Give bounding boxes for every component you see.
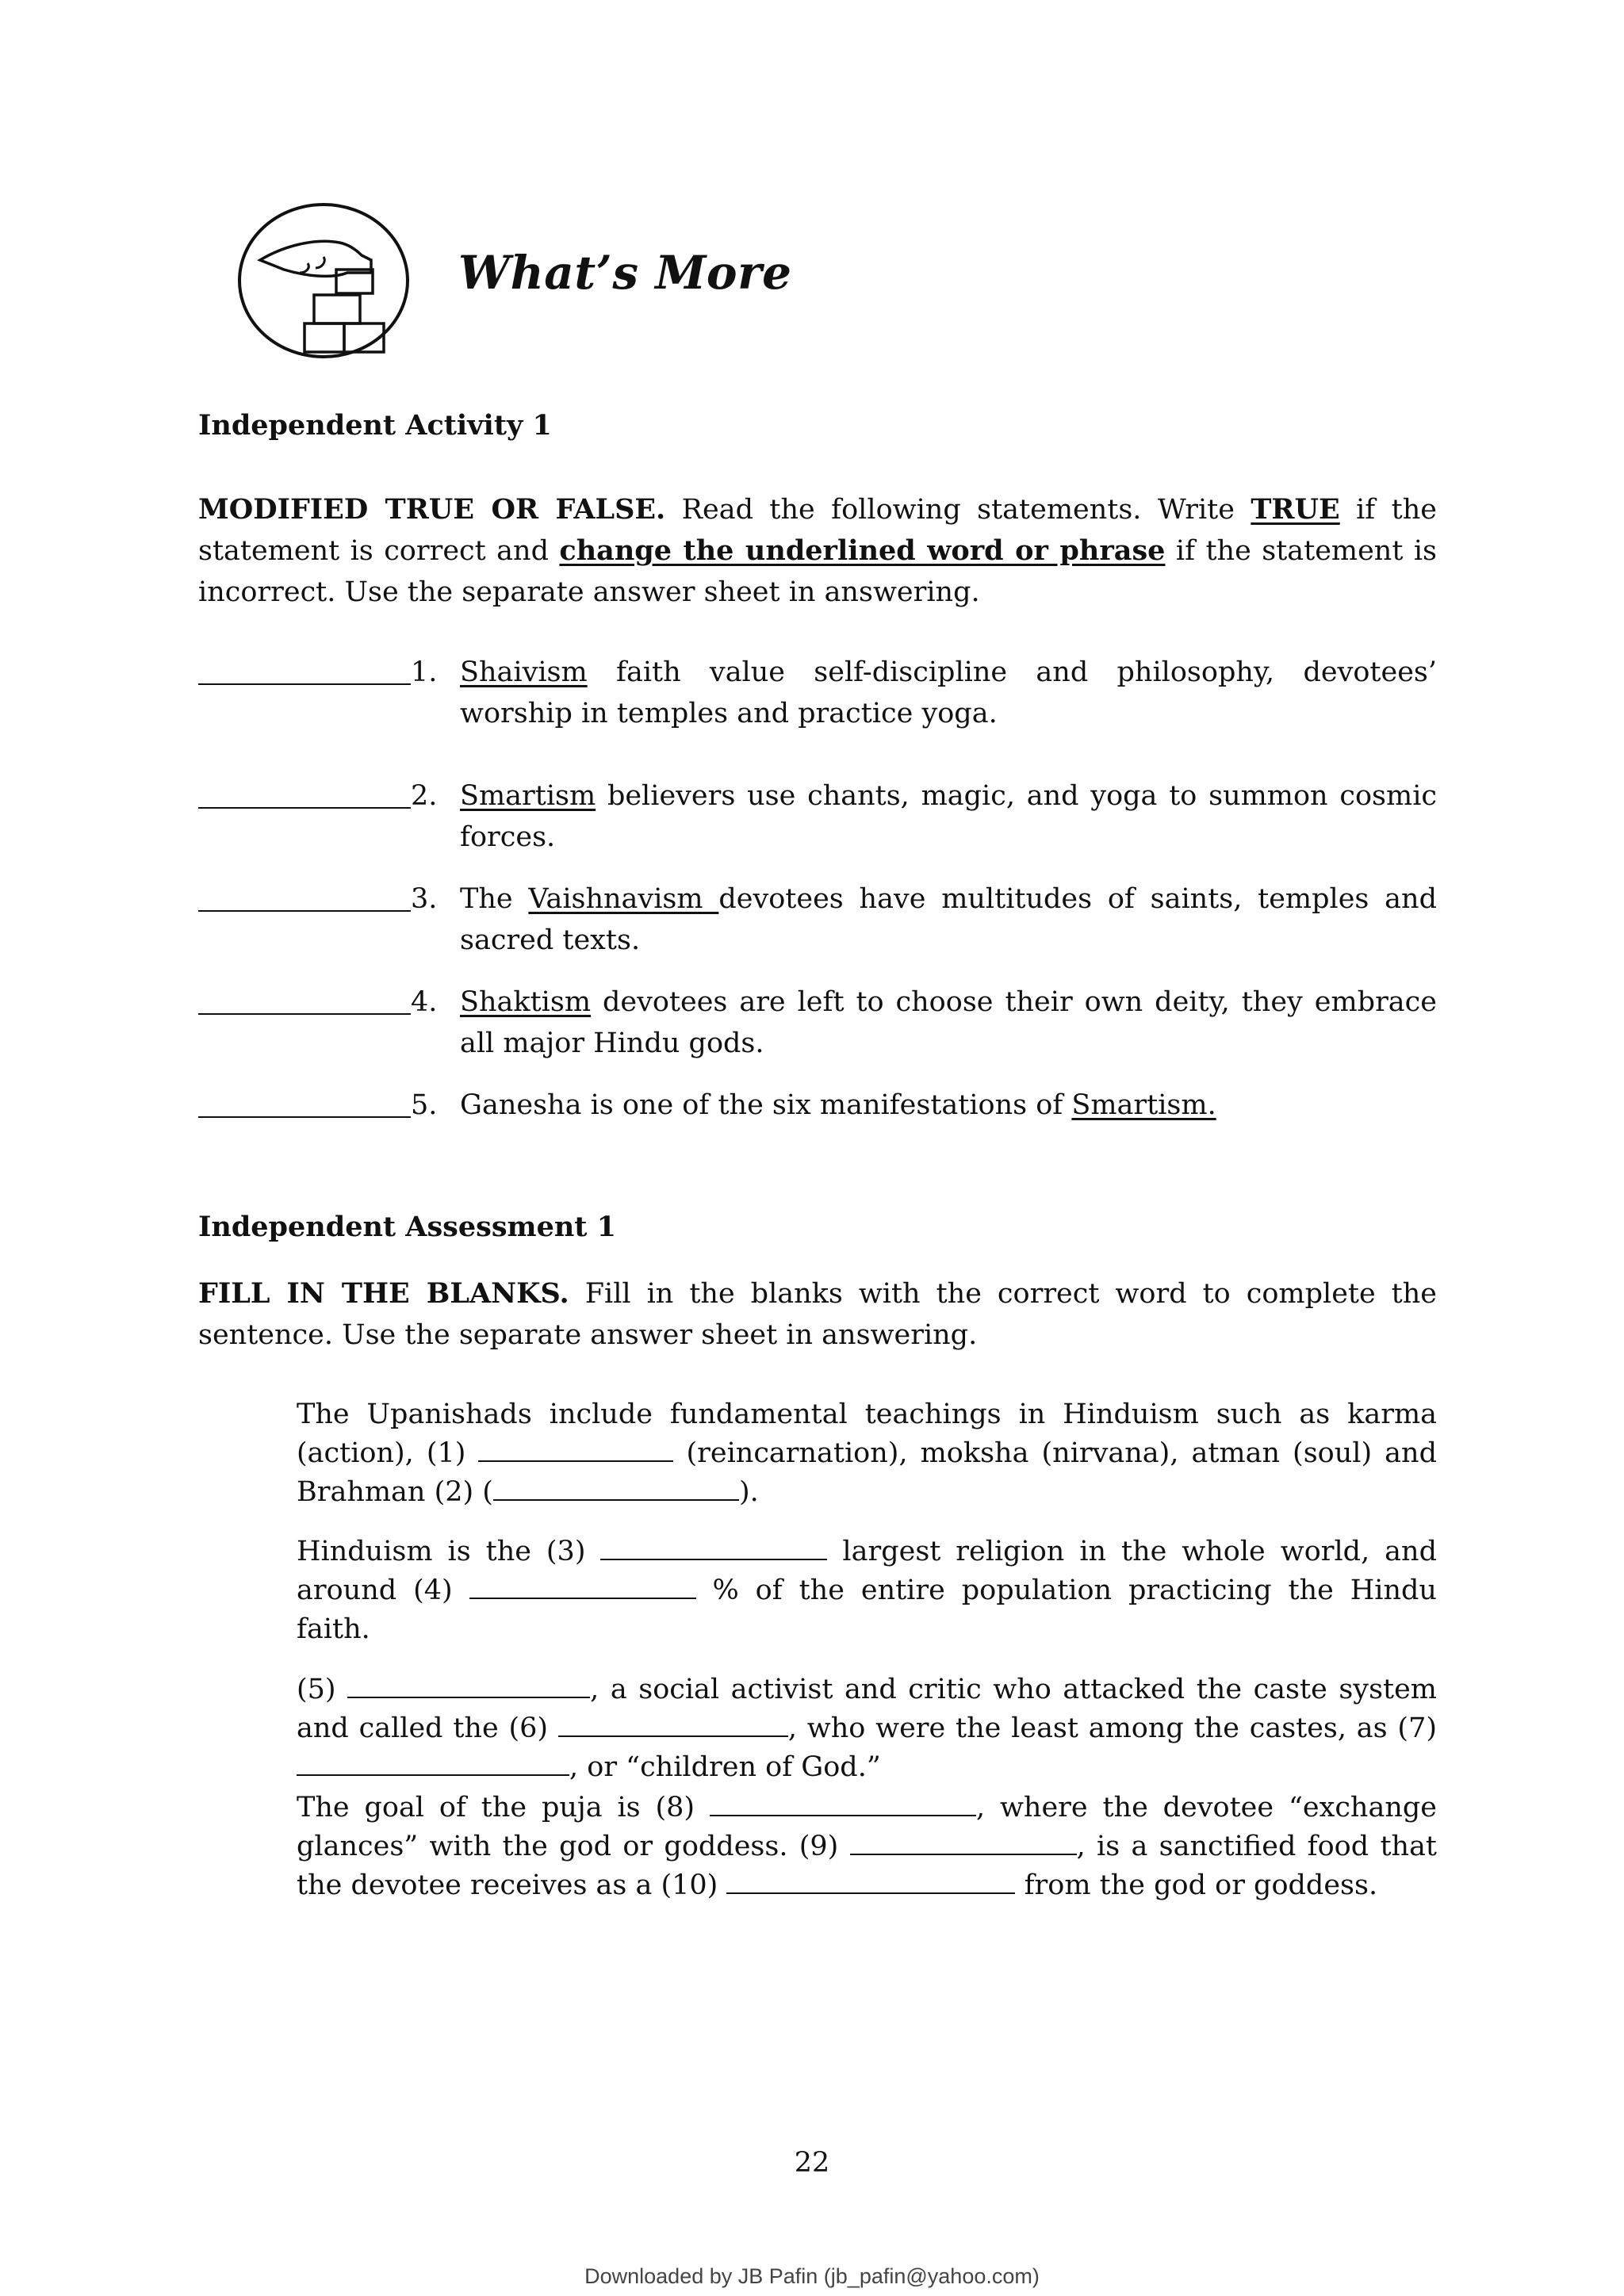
- assessment-instructions: [198, 1273, 1437, 1356]
- answer-blank-8[interactable]: [710, 1791, 976, 1816]
- page-number: 22: [794, 2147, 830, 2179]
- fill-text: (5): [297, 1674, 348, 1705]
- activity-instructions: [198, 489, 1437, 613]
- item-statement: [460, 1085, 1437, 1126]
- answer-blank[interactable]: [198, 1116, 411, 1118]
- answer-blank-10[interactable]: [726, 1869, 1015, 1894]
- fill-text: largest religion in the whole world, and around (4): [297, 1536, 1437, 1606]
- fill-paragraph-3: [297, 1670, 1437, 1787]
- answer-blank-4[interactable]: [469, 1574, 696, 1599]
- instruction-text: Fill in the blanks with the correct word to complete the sentence. Use the separate answer sheet in answering.: [198, 1278, 1437, 1351]
- fill-text: ).: [738, 1476, 759, 1508]
- fill-text: , who were the least among the castes, as (7): [787, 1712, 1438, 1744]
- item-statement: [460, 652, 1437, 734]
- fill-paragraph-1: [297, 1395, 1437, 1512]
- item-post: faith value self-discipline and philosophy, devotees’ worship in temples and practice yoga.: [460, 656, 1437, 729]
- section-title: What’s More: [458, 246, 792, 300]
- underlined-term: Vaishnavism: [528, 883, 719, 915]
- instruction-text: Read the following statements. Write: [665, 494, 1251, 526]
- fill-paragraph-4: [297, 1789, 1437, 1905]
- item-pre: The: [460, 883, 529, 915]
- answer-blank[interactable]: [198, 910, 411, 912]
- answer-blank-5[interactable]: [347, 1673, 590, 1698]
- list-item: [198, 775, 1437, 863]
- item-post: devotees have multitudes of saints, temples and sacred texts.: [460, 883, 1437, 956]
- fill-text: Hinduism is the (3): [297, 1536, 601, 1567]
- item-number: 1.: [411, 656, 438, 688]
- underlined-term: Shaivism: [460, 656, 588, 688]
- fill-text: % of the entire population practicing the Hindu faith.: [297, 1575, 1437, 1645]
- answer-blank-2[interactable]: [493, 1475, 739, 1501]
- fill-paragraph-2: [297, 1533, 1437, 1649]
- instruction-text: if the statement is incorrect. Use the separate answer sheet in answering.: [198, 535, 1438, 608]
- fill-text: , a social activist and critic who attacked the caste system and called the (6): [297, 1674, 1437, 1744]
- answer-blank-6[interactable]: [558, 1712, 788, 1737]
- download-footer: Downloaded by JB Pafin (jb_pafin@yahoo.com): [584, 2264, 1040, 2288]
- underlined-term: Smartism.: [1071, 1089, 1216, 1121]
- assessment-heading: Independent Assessment 1: [198, 1211, 616, 1243]
- list-item: [198, 982, 1437, 1069]
- instruction-change: change the underlined word or phrase: [559, 534, 1166, 567]
- item-number: 2.: [411, 780, 438, 812]
- instruction-true: TRUE: [1251, 493, 1340, 526]
- list-item: [198, 652, 1437, 739]
- answer-blank[interactable]: [198, 1013, 411, 1015]
- activity-heading: Independent Activity 1: [198, 409, 552, 442]
- fill-text: from the god or goddess.: [1015, 1869, 1378, 1901]
- list-item: [198, 1085, 1437, 1172]
- answer-blank-9[interactable]: [850, 1830, 1077, 1855]
- item-statement: [460, 775, 1437, 858]
- answer-blank-1[interactable]: [478, 1437, 673, 1462]
- fill-text: The goal of the puja is (8): [297, 1792, 710, 1823]
- item-statement: [460, 982, 1437, 1064]
- answer-blank-7[interactable]: [297, 1751, 569, 1776]
- list-item: [198, 878, 1437, 966]
- instruction-lead: FILL IN THE BLANKS.: [198, 1277, 569, 1310]
- fill-text: The Upanishads include fundamental teachings in Hinduism such as karma (action), (1): [297, 1399, 1437, 1469]
- fill-text: , or “children of God.”: [569, 1751, 881, 1783]
- fill-text: , where the devotee “exchange glances” with the god or goddess. (9): [297, 1792, 1437, 1862]
- item-number: 5.: [411, 1089, 438, 1121]
- fill-text: (reincarnation), moksha (nirvana), atman (soul) and Brahman (2) (: [297, 1437, 1437, 1508]
- item-statement: [460, 878, 1437, 961]
- instruction-text: if the statement is correct and: [198, 494, 1438, 567]
- hand-stacking-blocks-icon: [228, 197, 422, 365]
- underlined-term: Shaktism: [460, 986, 592, 1018]
- underlined-term: Smartism: [460, 780, 596, 812]
- fill-text: , is a sanctified food that the devotee receives as a (10): [297, 1831, 1437, 1901]
- instruction-lead: MODIFIED TRUE OR FALSE.: [198, 493, 666, 526]
- item-pre: Ganesha is one of the six manifestations of: [460, 1089, 1072, 1121]
- item-post: devotees are left to choose their own deity, they embrace all major Hindu gods.: [460, 986, 1437, 1059]
- item-number: 4.: [411, 986, 438, 1018]
- item-post: believers use chants, magic, and yoga to summon cosmic forces.: [460, 780, 1437, 853]
- answer-blank[interactable]: [198, 807, 411, 809]
- answer-blank[interactable]: [198, 683, 411, 685]
- answer-blank-3[interactable]: [600, 1535, 827, 1560]
- item-number: 3.: [411, 883, 438, 915]
